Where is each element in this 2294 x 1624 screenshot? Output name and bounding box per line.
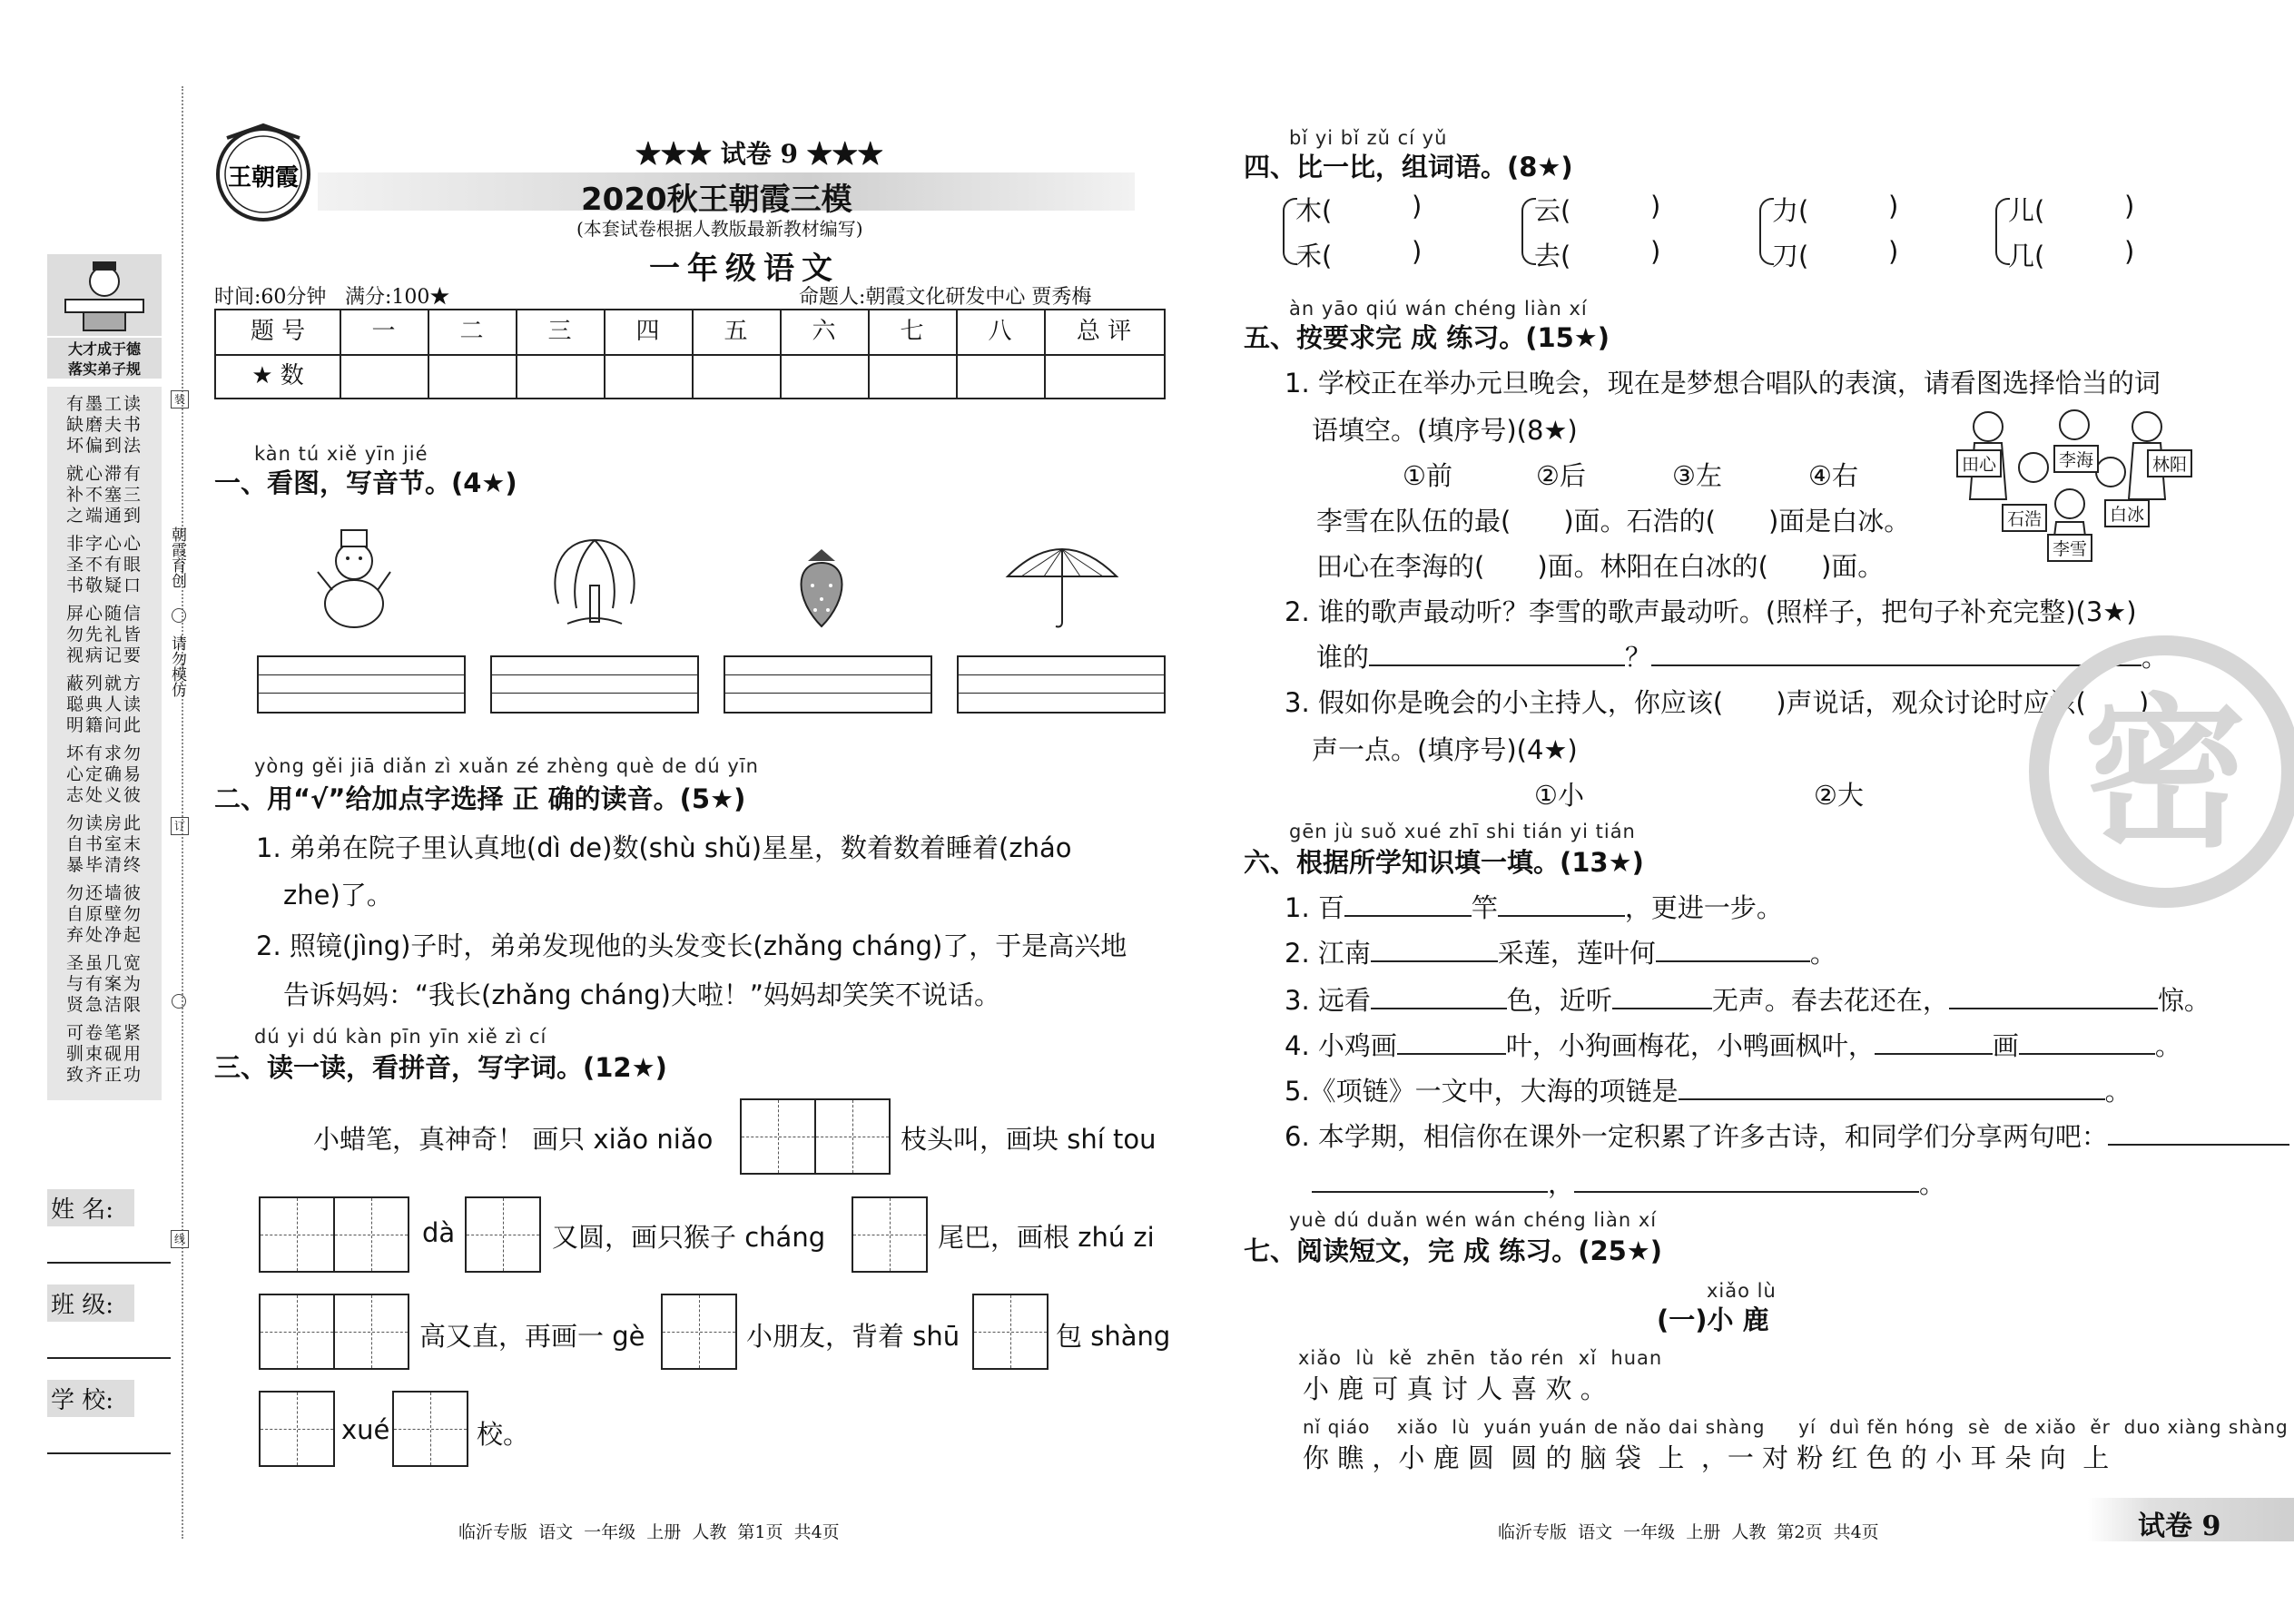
name-sign: 田心: [1956, 449, 2002, 477]
q5-item2-fill: [1316, 637, 2168, 674]
q5-option-4: ④右: [1808, 460, 1858, 491]
q6-text: 无声。春去花还在，: [1711, 985, 1949, 1016]
vertical-mark-2: 请勿模仿: [168, 635, 186, 697]
q3-row3-c: 包 shàng: [1056, 1321, 1171, 1352]
score-cell[interactable]: [428, 356, 517, 398]
q5-item1-line2: 语填空。(填序号)(8★): [1312, 415, 1578, 446]
name-sign: 林阳: [2147, 449, 2192, 477]
close-paren: ): [2124, 191, 2135, 221]
q5-item3-line1: 3. 假如你是晚会的小主持人，你应该( )声说话，观众讨论时应该( ): [1285, 687, 2150, 718]
sidebar-text-line: 缺磨夫书: [65, 415, 143, 435]
passage-title: (一)小 鹿: [1657, 1304, 1769, 1335]
sidebar-text-line: 可卷笔紧: [65, 1023, 143, 1043]
blank-line[interactable]: [1574, 1169, 1919, 1193]
compare-char: 儿(: [2008, 195, 2045, 226]
school-label: 学 校:: [47, 1380, 134, 1417]
blank-line[interactable]: [1612, 986, 1712, 1009]
q2-item2-line1: 2. 照镜(jìng)子时，弟弟发现他的头发变长(zhǎng cháng)了，于是高兴地: [256, 930, 1127, 961]
snowman-image: [300, 517, 409, 631]
sidebar-text-line: 视病记要: [65, 645, 143, 665]
blank-line[interactable]: [1656, 939, 1810, 962]
svg-text:王朝霞: 王朝霞: [227, 164, 300, 192]
q2-title: 二、用“√”给加点字选择 正 确的读音。(5★): [214, 783, 746, 814]
sidebar-text-line: 明籍问此: [65, 715, 143, 735]
sidebar-text-line: 书敬疑口: [65, 576, 143, 595]
score-table-header-cell: 总 评: [1076, 318, 1132, 345]
q6-text: 4. 小鸡画: [1285, 1030, 1397, 1061]
q4-title: 四、比一比，组词语。(8★): [1244, 152, 1573, 182]
close-paren: ): [1888, 191, 1899, 221]
circle-mark-icon: [172, 994, 186, 1009]
sidebar-text-line: 有墨工读: [65, 394, 143, 414]
exam-main-title: 2020秋王朝霞三模: [581, 182, 852, 218]
close-paren: ): [1412, 236, 1423, 267]
close-paren: ): [2124, 236, 2135, 267]
q4-pinyin: bǐ yi bǐ zǔ cí yǔ: [1289, 127, 1448, 149]
pinyin-writing-lines[interactable]: [957, 655, 1166, 714]
q2-item1-line1: 1. 弟弟在院子里认真地(dì de)数(shù shǔ)星星，数着数着睡着(zháo: [256, 832, 1072, 863]
q6-item: [1285, 1071, 2132, 1108]
q1-title: 一、看图，写音节。(4★): [214, 468, 517, 498]
q6-text: 惊。: [2157, 985, 2210, 1016]
blank-line[interactable]: [1949, 986, 2158, 1009]
q5-option-1: ①前: [1403, 460, 1452, 491]
q3-row2-c: 尾巴，画根 zhú zi: [938, 1222, 1155, 1253]
writing-grid[interactable]: [259, 1294, 335, 1370]
q3-row3-b: 小朋友，背着 shū: [746, 1321, 960, 1352]
q6-text: 6. 本学期，相信你在课外一定积累了许多古诗，和同学们分享两句吧：: [1285, 1121, 2108, 1152]
choir-picture: [1952, 399, 2251, 563]
q5-fill-1: 李雪在队伍的最( )面。石浩的( )面是白冰。: [1316, 506, 1911, 536]
sidebar-text-line: 聪典人读: [65, 694, 143, 714]
sidebar-text-line: 坏有求勿: [65, 743, 143, 763]
compare-char: 木(: [1295, 195, 1333, 226]
blank-line[interactable]: [2019, 1031, 2155, 1055]
sidebar-text-line: 圣不有眼: [65, 555, 143, 575]
q6-item: [1285, 933, 1836, 970]
close-paren: ): [1650, 191, 1661, 221]
cut-mark-icon: 线: [171, 1230, 189, 1248]
q3-row4-b: 校。: [477, 1419, 530, 1450]
q2-item1-line2: zhe)了。: [283, 880, 393, 910]
score-cell[interactable]: [1044, 356, 1164, 398]
blank-line[interactable]: [1498, 893, 1625, 917]
pinyin-writing-lines[interactable]: [257, 655, 466, 714]
q1-pinyin: kàn tú xiě yīn jié: [254, 443, 428, 465]
sidebar-text-line: 致齐正功: [65, 1065, 143, 1085]
sidebar-text-line: 勿读房此: [65, 813, 143, 833]
q3-row4-a: xué: [341, 1414, 390, 1445]
q6-text: ，: [1548, 1168, 1575, 1199]
binding-marks: [169, 390, 192, 1026]
q6-text: 2. 江南: [1285, 938, 1371, 969]
sidebar-text-line: 与有案为: [65, 974, 143, 994]
class-label: 班 级:: [47, 1284, 134, 1322]
name-field[interactable]: [47, 1262, 171, 1264]
sidebar-text-line: 勿还墙彼: [65, 883, 143, 903]
passage-line2: 你 瞧 ，小 鹿 圆 圆 的 脑 袋 上 ，一 对 粉 红 色 的 小 耳 朵 向 上: [1303, 1442, 2110, 1473]
sidebar-text-line: 志处义彼: [65, 785, 143, 805]
cut-mark-icon: 装: [171, 390, 189, 408]
sidebar-text-line: 蔽列就方: [65, 674, 143, 694]
q6-text: 3. 远看: [1285, 985, 1371, 1016]
q6-item: [1285, 1026, 2181, 1063]
score-table-header-cell: 四: [604, 310, 694, 354]
passage-line2-pinyin: nǐ qiáo xiǎo lù yuán yuán de nǎo dai shàng yí duì fěn hóng sè de xiǎo ěr duo xiàng shàng: [1303, 1416, 2289, 1438]
score-table-header-cell: 五: [692, 310, 782, 354]
score-row-label: ★ 数: [216, 356, 341, 398]
writing-grid[interactable]: [259, 1391, 335, 1467]
fill-label: ？: [1625, 642, 1652, 673]
q5-pinyin: àn yāo qiú wán chéng liàn xí: [1289, 298, 1588, 320]
close-paren: ): [1650, 236, 1661, 267]
sidebar-text-line: 心定确易: [65, 764, 143, 784]
writing-grid[interactable]: [740, 1098, 816, 1175]
sidebar-text-line: 就心滞有: [65, 464, 143, 484]
exam-subtitle: (本套试卷根据人教版最新教材编写): [576, 218, 863, 240]
q6-item: [1285, 1117, 2289, 1154]
sidebar-text-line: 自书室末: [65, 834, 143, 854]
q6-text: 。: [2104, 1076, 2132, 1107]
passage-line1: 小 鹿 可 真 讨 人 喜 欢 。: [1303, 1373, 1607, 1404]
score-table: [214, 309, 1166, 399]
q5-fill-2: 田心在李海的( )面。林阳在白冰的( )面。: [1316, 551, 1885, 582]
q7-pinyin: yuè dú duǎn wén wán chéng liàn xí: [1289, 1209, 1658, 1231]
name-label: 姓 名:: [47, 1189, 134, 1226]
willow-tree-image: [540, 522, 649, 631]
writing-grid[interactable]: [972, 1294, 1049, 1370]
grade-title: 一年级语文: [649, 251, 840, 287]
watermark-text: 密: [2082, 680, 2247, 870]
score-cell[interactable]: [604, 356, 694, 398]
pinyin-writing-lines[interactable]: [724, 655, 932, 714]
score-cell[interactable]: [780, 356, 870, 398]
blank-line[interactable]: [1344, 893, 1472, 917]
q5-option-3: ③左: [1672, 460, 1722, 491]
fill-label: 谁的: [1316, 642, 1370, 673]
score-table-header-cell: 七: [868, 310, 958, 354]
blank-line[interactable]: [1312, 1169, 1548, 1193]
blank-line[interactable]: [1371, 939, 1498, 962]
q5-option-2: ②后: [1536, 460, 1586, 491]
sidebar-text-line: 勿先礼皆: [65, 625, 143, 645]
score-cell[interactable]: [956, 356, 1046, 398]
vertical-mark-1: 朝霞育创: [168, 527, 186, 588]
name-sign: 李海: [2053, 445, 2099, 473]
q5-item2: 2. 谁的歌声最动听？李雪的歌声最动听。(照样子，把句子补充完整)(3★): [1285, 596, 2137, 627]
q6-item: [1285, 888, 1783, 925]
writing-grid[interactable]: [465, 1196, 541, 1273]
sidebar-text-line: 之端通到: [65, 506, 143, 526]
cut-mark-icon: 订: [171, 817, 189, 835]
sidebar-motto-bottom: 落实弟子规: [47, 358, 162, 379]
blank-line[interactable]: [2108, 1122, 2199, 1146]
q6-pinyin: gēn jù suǒ xué zhī shi tián yi tián: [1289, 821, 1636, 842]
sidebar-text-line: 驯束砚用: [65, 1044, 143, 1064]
passage-line1-pinyin: xiǎo lù kě zhēn tǎo rén xǐ huan: [1298, 1347, 1663, 1369]
q6-text: 色，近听: [1506, 985, 1612, 1016]
q6-text: ，更进一步。: [1624, 892, 1783, 923]
blank-line[interactable]: [1397, 1031, 1506, 1055]
score-table-header-cell: 八: [956, 310, 1046, 354]
sidebar-text-line: 坏偏到法: [65, 436, 143, 456]
compare-char: 刀(: [1772, 241, 1809, 271]
q6-text: 竿: [1471, 892, 1498, 923]
q3-title: 三、读一读，看拼音，写字词。(12★): [214, 1052, 667, 1083]
passage-title-pinyin: xiǎo lù: [1707, 1280, 1777, 1302]
corner-label: 试卷 9: [2138, 1511, 2221, 1542]
q5-item3-option-1: ①小: [1534, 780, 1584, 811]
blank-line[interactable]: [1651, 643, 2141, 666]
q6-text: 。: [2154, 1030, 2181, 1061]
q5-item3-option-2: ②大: [1814, 780, 1864, 811]
score-table-header-cell: 一: [340, 310, 429, 354]
q3-row3-a: 高又直，再画一 gè: [419, 1321, 645, 1352]
writing-grid[interactable]: [259, 1196, 335, 1273]
blank-line[interactable]: [2199, 1122, 2289, 1146]
q6-text: 画: [1992, 1030, 2019, 1061]
q6-text: 。: [1809, 938, 1836, 969]
writing-grid[interactable]: [661, 1294, 737, 1370]
compare-char: 力(: [1772, 195, 1809, 226]
q6-text: 叶，小狗画梅花，小鸭画枫叶，: [1505, 1030, 1875, 1061]
q6-text: 1. 百: [1285, 892, 1344, 923]
q7-title: 七、阅读短文，完 成 练习。(25★): [1244, 1235, 1663, 1266]
score-cell[interactable]: [868, 356, 958, 398]
left-footer: 临沂专版 语文 一年级 上册 人教 第1页 共4页: [458, 1522, 840, 1542]
sidebar-motto-top: 大才成于德: [47, 338, 162, 359]
q5-item3-line2: 声一点。(填序号)(4★): [1312, 734, 1578, 765]
sidebar-text-line: 自原壁勿: [65, 904, 143, 924]
compare-char: 云(: [1534, 195, 1571, 226]
circle-mark-icon: [172, 608, 186, 623]
brand-logo: [209, 118, 318, 227]
sidebar-text-block: [47, 387, 162, 1100]
blank-line[interactable]: [1371, 986, 1507, 1009]
q5-item1-line1: 1. 学校正在举办元旦晚会，现在是梦想合唱队的表演，请看图选择恰当的词: [1285, 368, 2161, 399]
class-field[interactable]: [47, 1357, 171, 1359]
score-table-header-cell: 题 号: [216, 310, 341, 354]
q2-pinyin: yòng gěi jiā diǎn zì xuǎn zé zhèng què de dú yīn: [254, 755, 759, 777]
q6-text: 5.《项链》一文中，大海的项链是: [1285, 1076, 1679, 1107]
name-sign: 石浩: [2002, 504, 2047, 532]
compare-char: 禾(: [1295, 241, 1333, 271]
q3-pinyin: dú yi dú kàn pīn yīn xiě zì cí: [254, 1026, 547, 1048]
sidebar-text-line: 弃处净起: [65, 925, 143, 945]
writing-grid[interactable]: [333, 1196, 409, 1273]
sidebar-text-line: 补不塞三: [65, 485, 143, 505]
q6-title: 六、根据所学知识填一填。(13★): [1244, 847, 1644, 878]
writing-grid[interactable]: [392, 1391, 468, 1467]
close-paren: ): [1888, 236, 1899, 267]
sidebar-text-line: 非字心心: [65, 534, 143, 554]
pinyin-writing-lines[interactable]: [490, 655, 699, 714]
watermark-seal: [2029, 635, 2294, 908]
sidebar-text-line: 屏心随信: [65, 604, 143, 624]
q5-title: 五、按要求完 成 练习。(15★): [1244, 322, 1610, 353]
q6-text: 采莲，莲叶何: [1497, 938, 1656, 969]
score-cell[interactable]: [692, 356, 782, 398]
sidebar-text-line: 暴毕清终: [65, 855, 143, 875]
q6-item: [1285, 980, 2210, 1018]
score-text: 满分:100★: [345, 286, 450, 309]
q3-row2-a: dà: [422, 1217, 456, 1248]
score-table-header-cell: 六: [780, 310, 870, 354]
name-sign: 白冰: [2104, 499, 2150, 527]
compare-char: 去(: [1534, 241, 1571, 271]
score-table-header-cell: 二: [428, 310, 517, 354]
q3-row1-b: 枝头叫，画块 shí tou: [901, 1124, 1157, 1155]
name-sign: 李雪: [2047, 534, 2092, 562]
q6-text: 。: [1919, 1168, 1946, 1199]
sidebar-text-line: 圣虽几宽: [65, 953, 143, 973]
writing-grid[interactable]: [814, 1098, 891, 1175]
umbrella-image: [1003, 536, 1121, 631]
q3-row2-b: 又圆，画只猴子 cháng: [552, 1222, 826, 1253]
stars-title: ★★★ 试卷 9 ★★★: [635, 139, 883, 169]
writing-grid[interactable]: [333, 1294, 409, 1370]
q3-row1-a: 小蜡笔，真神奇！ 画只 xiǎo niǎo: [313, 1124, 714, 1155]
blank-line[interactable]: [1679, 1077, 2105, 1100]
compare-char: 几(: [2008, 241, 2045, 271]
time-text: 时间:60分钟: [214, 286, 327, 309]
sidebar-text-line: 贤急洁限: [65, 995, 143, 1015]
school-field[interactable]: [47, 1452, 171, 1454]
q2-item2-line2: 告诉妈妈：“我长(zhǎng cháng)大啦！”妈妈却笑笑不说话。: [283, 979, 1000, 1010]
blank-line[interactable]: [1875, 1031, 1993, 1055]
fill-label: 。: [2141, 642, 2169, 673]
score-table-header-cell: 三: [516, 310, 605, 354]
score-cell[interactable]: [516, 356, 605, 398]
right-footer: 临沂专版 语文 一年级 上册 人教 第2页 共4页: [1498, 1522, 1879, 1542]
writing-grid[interactable]: [852, 1196, 928, 1273]
blank-line[interactable]: [1369, 643, 1625, 666]
score-cell[interactable]: [340, 356, 429, 398]
author-text: 命题人:朝霞文化研发中心 贾秀梅: [799, 286, 1092, 309]
cartoon-scholar-icon: [47, 254, 162, 336]
strawberry-image: [790, 545, 853, 631]
q6-item: [1312, 1164, 1945, 1201]
close-paren: ): [1412, 191, 1423, 221]
